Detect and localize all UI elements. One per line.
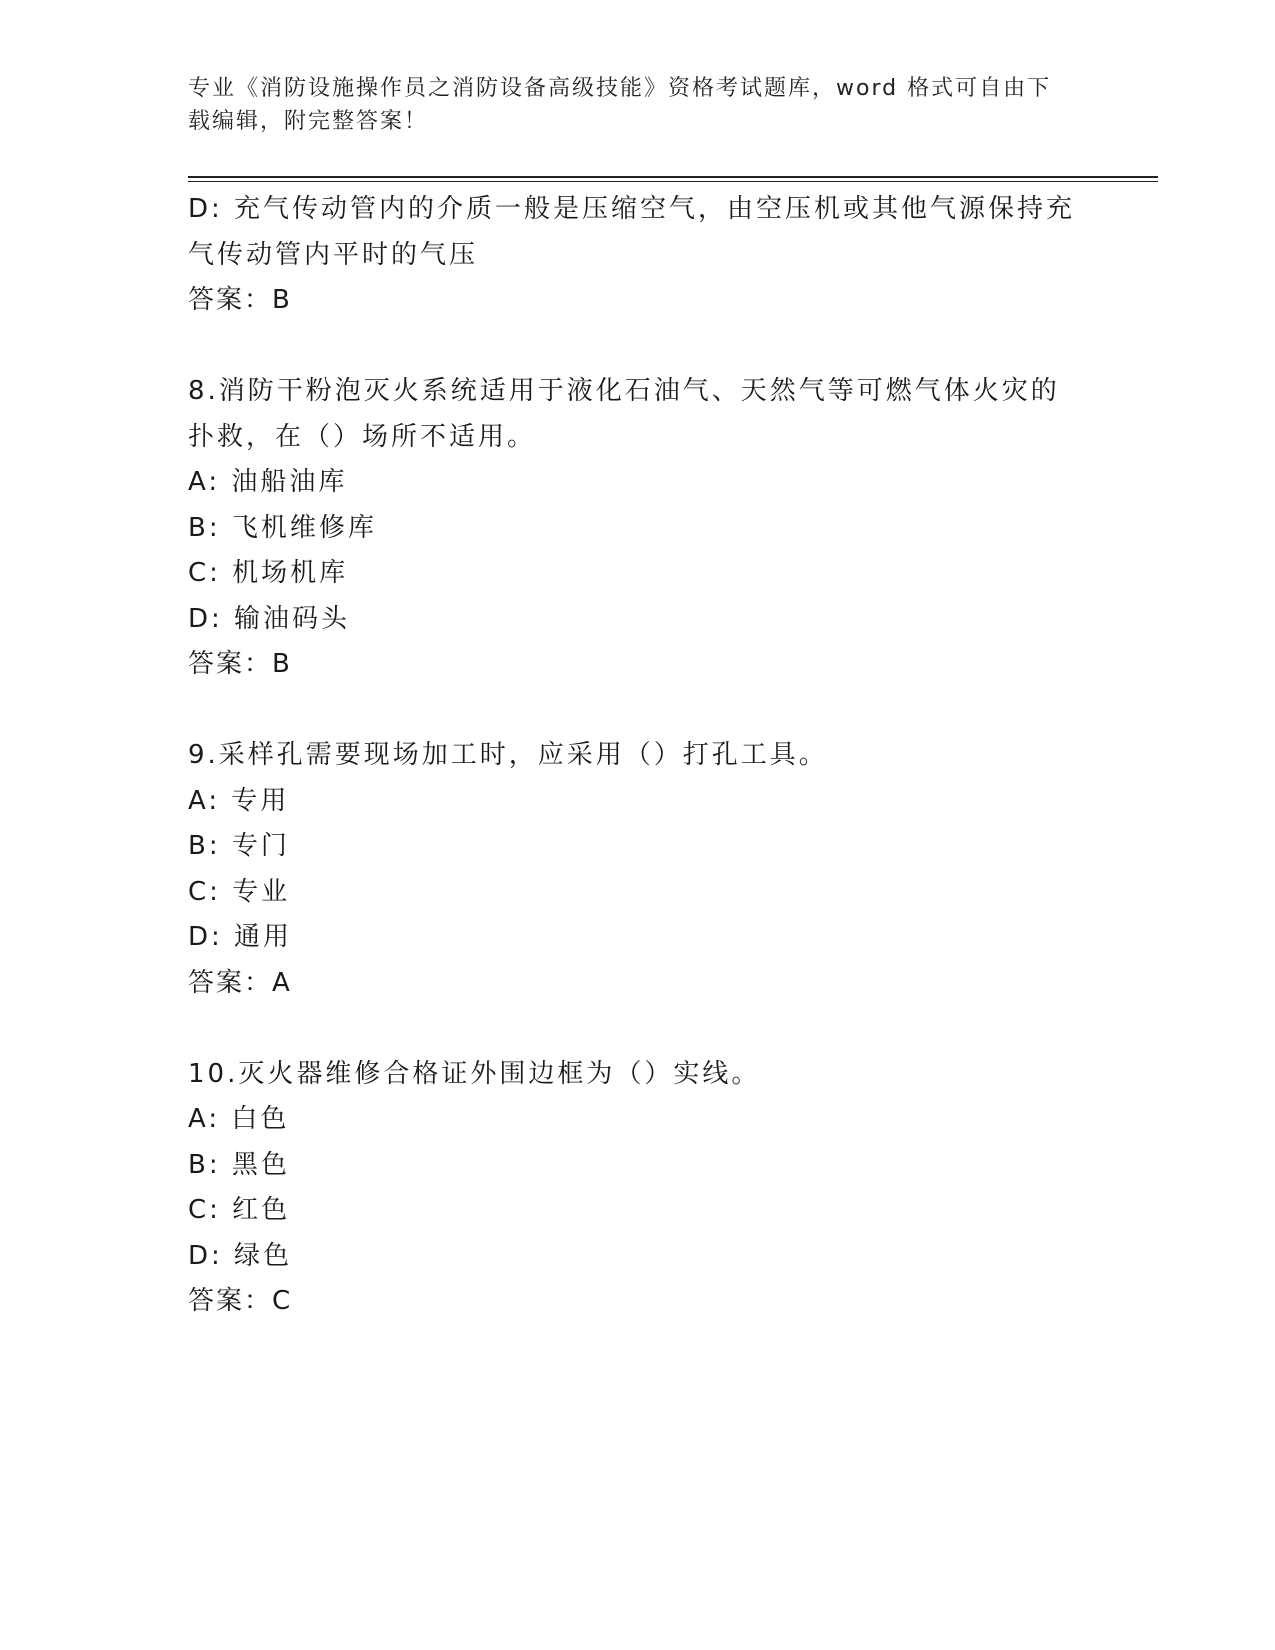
header-divider-thick [188, 176, 1158, 178]
answer-line: 答案：A [188, 967, 292, 998]
option-a: A: 油船油库 [188, 467, 348, 497]
answer-line: 答案：B [188, 649, 292, 679]
option-d: D: 通用 [188, 922, 293, 952]
spacer [188, 688, 1088, 734]
option-a: A: 白色 [188, 1104, 290, 1134]
answer-line: 答案：B [188, 285, 292, 315]
option-b: B: 黑色 [188, 1149, 290, 1180]
question-content [188, 187, 1088, 1325]
option-b: B: 飞机维修库 [188, 512, 377, 543]
question-stem: 扑救，在（）场所不适用。 [188, 421, 537, 452]
option-c: C: 专业 [188, 876, 291, 907]
option-d-line: D: 充气传动管内的介质一般是压缩空气，由空压机或其他气源保持充 [188, 194, 1076, 224]
question-stem: 8.消防干粉泡灭火系统适用于液化石油气、天然气等可燃气体火灾的 [188, 376, 1060, 406]
header-line: 载编辑，附完整答案！ [188, 109, 429, 134]
question-stem: 9.采样孔需要现场加工时，应采用（）打孔工具。 [188, 740, 828, 770]
spacer [188, 1006, 1088, 1052]
header-line: 专业《消防设施操作员之消防设备高级技能》资格考试题库，word 格式可自由下 [188, 76, 1052, 101]
option-b: B: 专门 [188, 831, 290, 861]
page-header [188, 72, 1068, 138]
option-c: C: 机场机库 [188, 558, 349, 588]
option-d: D: 绿色 [188, 1240, 293, 1271]
question-stem: 10.灭火器维修合格证外围边框为（）实线。 [188, 1058, 761, 1089]
option-c: C: 红色 [188, 1195, 291, 1225]
option-a: A: 专用 [188, 785, 290, 816]
question-10 [188, 1052, 1088, 1325]
question-9 [188, 733, 1088, 1006]
answer-line: 答案：C [188, 1286, 293, 1316]
question-continuation [188, 187, 1088, 324]
header-divider-thin [188, 181, 1158, 182]
option-d-line: 气传动管内平时的气压 [188, 239, 479, 270]
spacer [188, 324, 1088, 370]
option-d: D: 输油码头 [188, 603, 351, 634]
question-8 [188, 369, 1088, 688]
